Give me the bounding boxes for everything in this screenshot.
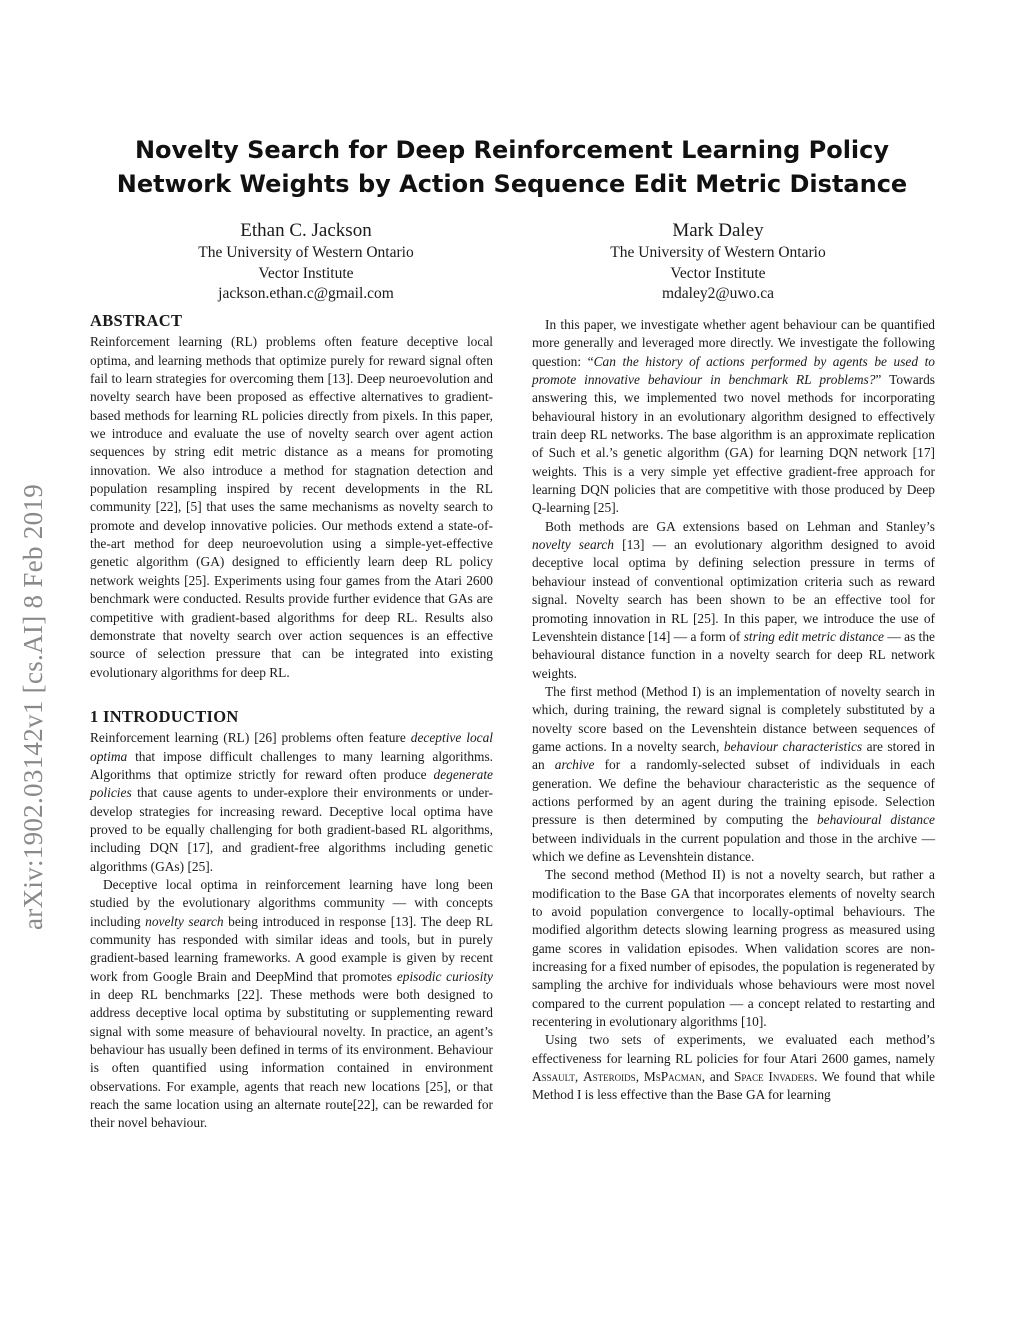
small-caps-text: Space Invaders [733,1069,815,1085]
author-affiliation: Vector Institute [258,264,354,282]
author-affiliation: The University of Western Ontario [610,244,826,261]
text-run: In this paper, we investigate whether agent behaviour can be quantified more generally and leveraged more directly. We investigate the following question: “ [532,317,935,369]
introduction-right-body [532,316,935,1105]
text-run: that impose difficult challenges to many learning algorithms. Algorithms that optimize strictly for reward often produce [90,748,493,782]
emphasis-text: behaviour characteristics [723,738,863,754]
text-run: The second method (Method II) is not a novelty search, but rather a modification to the Base GA that incorporates elements of novelty search to avoid population convergence to locally-optimal behaviours. The modified algorithm detects slowing learning progress as measured using game scores in validation episodes. When validation scores are non-increasing for a fixed number of episodes, the population is regenerated by sampling the archive for individuals whose behaviours were most novel compared to the current population — a concept related to restarting and recentering in evolutionary algorithms [10]. [532,867,935,1030]
emphasis-text: Can the history of actions performed by agents be used to promote innovative behaviour in benchmark RL problems? [532,353,936,388]
emphasis-text: archive [554,757,595,773]
paragraph [532,518,935,683]
introduction-heading: 1 INTRODUCTION [90,706,239,726]
introduction-left-body [90,729,493,1133]
text-run: are stored in an [532,738,936,773]
paragraph [90,333,493,682]
emphasis-text: novelty search [532,537,615,553]
text-run: in deep RL benchmarks [22]. These methods were both designed to address deceptive local optima by substituting or supplementing reward signal with some measure of behavioural novelty. In practice, an agent’s behaviour has usually been defined in terms of its environment. Behaviour is often quantified using information contained in environment observations. For example, agents that reach new locations [25], or that reach the same location using an alternate route[22], can be rewarded for their novel behaviour. [90,987,493,1131]
emphasis-text: string edit metric distance [743,628,884,644]
arxiv-stamp: arXiv:1902.03142v1 [cs.AI] 8 Feb 2019 [18,483,48,930]
paragraph [532,866,935,1031]
author-name: Mark Daley [672,220,764,241]
small-caps-text: MsPacman [643,1069,702,1085]
text-run: ” Towards answering this, we implemented two novel methods for incorporating behavioural history in an evolutionary algorithm designed to effectively train deep RL networks. The base algorithm is an approximate replication of Such et al.’s genetic algorithm (GA) for learning DQN network [17] weights. This is a very simple yet effective gradient-free approach for learning DQN policies that are competitive with those produced by Deep Q-learning [25]. [532,372,936,516]
text-run: Using two sets of experiments, we evaluated each method’s effectiveness for learning RL policies for four Atari 2600 games, namely [532,1032,935,1066]
author-email: jackson.ethan.c@gmail.com [218,285,394,302]
title-line-1: Novelty Search for Deep Reinforcement Learning Policy [134,136,890,164]
emphasis-text: degenerate policies [90,766,493,801]
small-caps-text: Assault [532,1069,575,1085]
text-run: between individuals in the current population and those in the archive — which we define as Levenshtein distance. [532,830,935,864]
author-block-2 [538,219,898,305]
text-run: that cause agents to under-explore their environments or under-develop strategies for increasing reward. Deceptive local optima have proved to be equally challenging for both gradient-based RL algorithms, including DQN [17], and gradient-free algorithms including genetic algorithms (GAs) [25]. [90,785,493,874]
text-run: , and [701,1069,734,1085]
author-affiliation: The University of Western Ontario [198,244,414,261]
text-run: Reinforcement learning (RL) [26] problems often feature [90,730,411,746]
text-run: . We found that while Method I is less effective than the Base GA for learning [532,1069,935,1103]
paragraph [532,316,935,518]
abstract-body [90,333,493,682]
left-column [90,312,493,1133]
text-run: being introduced in response [13]. The deep RL community has responded with similar ideas and tools, but in purely gradient-based learning frameworks. A good example is given by recent work from Google Brain and DeepMind that promotes [90,913,494,984]
text-run: Reinforcement learning (RL) problems often feature deceptive local optima, and learning methods that optimize purely for reward signal often fail to learn strategies for overcoming them [13]. Deep neuroevolution and novelty search have been proposed as effective alternatives to gradient-based methods for learning RL policies directly from pixels. In this paper, we introduce and evaluate the use of novelty search over agent action sequences by string edit metric distance as a means for promoting innovation. We also introduce a method for stagnation detection and population resampling inspired by recent developments in the RL community [22], [5] that uses the same mechanisms as novelty search to promote and develop innovative policies. Our methods extend a state-of-the-art method for deep neuroevolution using a simple-yet-effective genetic algorithm (GA) designed to efficiently learn deep RL policy network weights [25]. Experiments using four games from the Atari 2600 benchmark were conducted. Results provide further evidence that GAs are competitive with gradient-based algorithms for deep RL. Results also demonstrate that novelty search over action sequences is an effective source of selection pressure that can be integrated into existing evolutionary algorithms for deep RL. [90,334,493,680]
emphasis-text: episodic curiosity [396,968,493,984]
text-run: Deceptive local optima in reinforcement learning have long been studied by the evolutionary algorithms community — with concepts including [90,876,493,929]
title-line-2: Network Weights by Action Sequence Edit Metric Distance [116,170,908,198]
text-run: Both methods are GA extensions based on Lehman and Stanley’s [545,518,935,534]
author-email: mdaley2@uwo.ca [662,285,774,302]
right-column [532,316,935,1105]
text-run: for a randomly-selected subset of individuals in each generation. We define the behaviour characteristic as the sequence of actions performed by an agent during the training episode. Selection pressure is then determined by computing the [532,757,935,828]
author-affiliation: Vector Institute [670,264,766,282]
text-run: [13] — an evolutionary algorithm designed to avoid deceptive local optima by defining selection pressure in terms of behaviour instead of conventional optimization criteria such as reward signal. Novelty search has been shown to be an effective tool for promoting innovation in RL [25]. In this paper, we introduce the use of Levenshtein distance [14] — a form of [532,537,935,644]
paragraph [90,729,493,876]
text-run: The first method (Method I) is an implementation of novelty search in which, during training, the reward signal is completely substituted by a novelty score based on the Levenshtein distance between sequences of game actions. In a novelty search, [532,683,935,754]
paragraph [532,683,935,866]
emphasis-text: behavioural distance [816,812,935,828]
paragraph [90,876,493,1133]
text-run: , [574,1069,583,1085]
paper-title [0,133,1024,201]
text-run: — as the behavioural distance function in a novelty search for deep RL network weights. [532,628,936,681]
abstract-heading: ABSTRACT [90,311,183,330]
emphasis-text: novelty search [145,913,224,929]
author-block-1 [126,219,486,305]
author-name: Ethan C. Jackson [240,220,372,241]
paragraph [532,1031,935,1104]
text-run: , [635,1069,644,1085]
emphasis-text: deceptive local optima [90,730,493,764]
small-caps-text: Asteroids [583,1069,636,1085]
